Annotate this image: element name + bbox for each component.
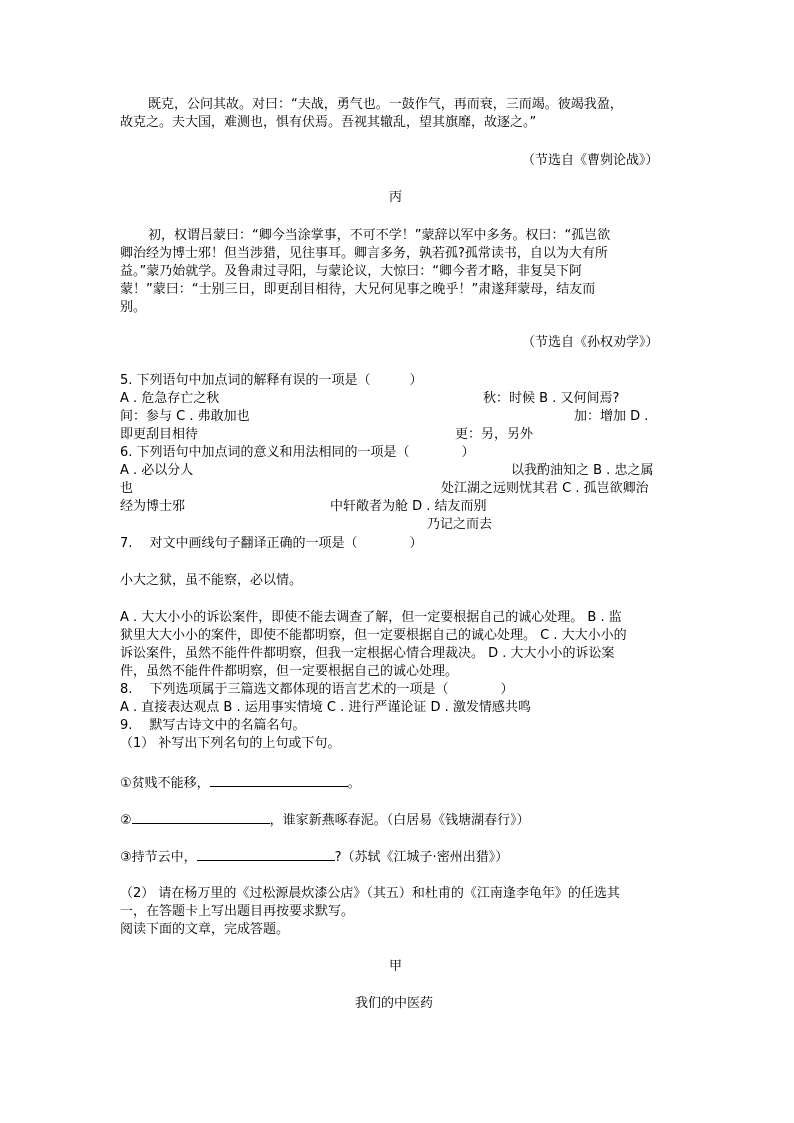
q5-stem: 5. 下列语句中加点词的解释有误的一项是（ ） — [120, 373, 423, 388]
q9-item-3 — [120, 847, 508, 867]
q5-option-d: 即更刮目相待 — [120, 427, 199, 442]
q6-option-a-pair: 以我酌油知之 B . 忠之属 — [511, 463, 654, 478]
q9-item-1-blank[interactable] — [210, 773, 348, 787]
q7-stem: 7. 对文中画线句子翻译正确的一项是（ ） — [120, 536, 423, 551]
q9-item-3-prefix: ③持节云中， — [120, 850, 197, 865]
q7-options-line-1: A . 大大小小的诉讼案件，即使不能去调查了解，但一定要根据自己的诚心处理。 B . 监 — [120, 610, 622, 625]
q9-sub2-line-1: （2） 请在杨万里的《过松源晨炊漆公店》（其五）和杜甫的《江南逢李龟年》的任选其 — [120, 886, 620, 901]
q7-options-line-4: 件，虽然不能件件都明察，但一定要根据自己的诚心处理。 — [120, 664, 459, 679]
q9-sub1: （1） 补写出下列名句的上句或下句。 — [120, 736, 341, 751]
q6-option-b-pair: 处江湖之远则忧其君 C . 孤岂欲卿治 — [441, 481, 649, 496]
passage-bing-line-4: 蒙！”蒙曰：“士别三日，即更刮目相待，大兄何见事之晚乎！”肃遂拜蒙母，结友而 — [120, 282, 596, 297]
q9-item-2 — [120, 810, 530, 830]
q9-item-2-suffix: ，谁家新燕啄春泥。（白居易《钱塘湖春行》） — [269, 813, 530, 828]
q6-option-c-pair: 中轩敞者为舱 D . 结友而别 — [330, 499, 487, 514]
q5-option-a-gloss: 秋：时候 B . 又何间焉? — [483, 391, 620, 406]
q9-stem: 9. 默写古诗文中的名篇名句。 — [120, 718, 306, 733]
q8-stem: 8. 下列选项属于三篇选文都体现的语言艺术的一项是（ ） — [120, 682, 514, 697]
q6-option-a: A . 必以分人 — [120, 463, 194, 478]
q5-option-a: A . 危急存亡之秋 — [120, 391, 220, 406]
q7-options-line-3: 诉讼案件，虽然不能件件都明察，但我一定根据心情合理裁决。 D . 大大小小的诉讼案 — [120, 646, 615, 661]
q5-option-b-gloss: 加：增加 D . — [574, 409, 649, 424]
q9-item-2-prefix: ② — [120, 813, 132, 828]
q5-option-d-gloss: 更：另，另外 — [455, 427, 534, 442]
q9-item-1 — [120, 773, 361, 793]
q9-item-3-suffix: ?（苏轼《江城子·密州出猎》） — [334, 850, 509, 865]
q6-option-d-pair: 乃记之而去 — [427, 517, 493, 532]
q9-item-3-blank[interactable] — [197, 847, 335, 861]
reading-article-title: 我们的中医药 — [355, 996, 434, 1011]
passage-bing-heading: 丙 — [389, 190, 403, 205]
q9-item-1-prefix: ①贫贱不能移， — [120, 776, 210, 791]
passage-bing-line-2: 卿治经为博士邪！但当涉猎，见往事耳。卿言多务，孰若孤?孤常读书，自以为大有所 — [120, 246, 608, 261]
q9-sub2-line-2: 一，在答题卡上写出题目再按要求默写。 — [120, 904, 355, 919]
passage-bing-source: （节选自《孙权劝学》） — [522, 335, 659, 350]
passage-bing-line-3: 益。”蒙乃始就学。及鲁肃过寻阳，与蒙论议，大惊曰：“卿今者才略，非复吴下阿 — [120, 264, 582, 279]
q7-sentence: 小大之狱，虽不能察，必以情。 — [120, 573, 303, 588]
q6-option-c: 经为博士邪 — [120, 499, 186, 514]
q7-options-line-2: 狱里大大小小的案件，即使不能都明察，但一定要根据自己的诚心处理。 C . 大大小小的 — [120, 628, 627, 643]
reading-heading: 甲 — [389, 959, 403, 974]
q6-stem: 6. 下列语句中加点词的意义和用法相同的一项是（ ） — [120, 445, 475, 460]
q5-option-b: 间：参与 C . 弗敢加也 — [120, 409, 250, 424]
passage-yi-source: （节选自《曹刿论战》） — [522, 153, 659, 168]
passage-yi-line-2: 故克之。夫大国，难测也，惧有伏焉。吾视其辙乱，望其旗靡，故逐之。” — [120, 115, 537, 130]
passage-bing-line-1: 初，权谓吕蒙曰：“卿今当涂掌事，不可不学！”蒙辞以军中多务。权曰：“孤岂欲 — [148, 228, 611, 243]
q8-options: A . 直接表达观点 B . 运用事实情境 C . 进行严谨论证 D . 激发情感共鸣 — [120, 700, 531, 715]
q9-item-2-blank[interactable] — [132, 810, 270, 824]
passage-yi-line-1: 既克，公问其故。对曰：“夫战，勇气也。一鼓作气，再而衰，三而竭。彼竭我盈， — [148, 97, 623, 112]
reading-intro: 阅读下面的文章，完成答题。 — [120, 922, 290, 937]
q9-item-1-suffix: 。 — [347, 776, 361, 791]
q6-option-b: 也 — [120, 481, 134, 496]
passage-bing-line-5: 别。 — [120, 300, 147, 315]
